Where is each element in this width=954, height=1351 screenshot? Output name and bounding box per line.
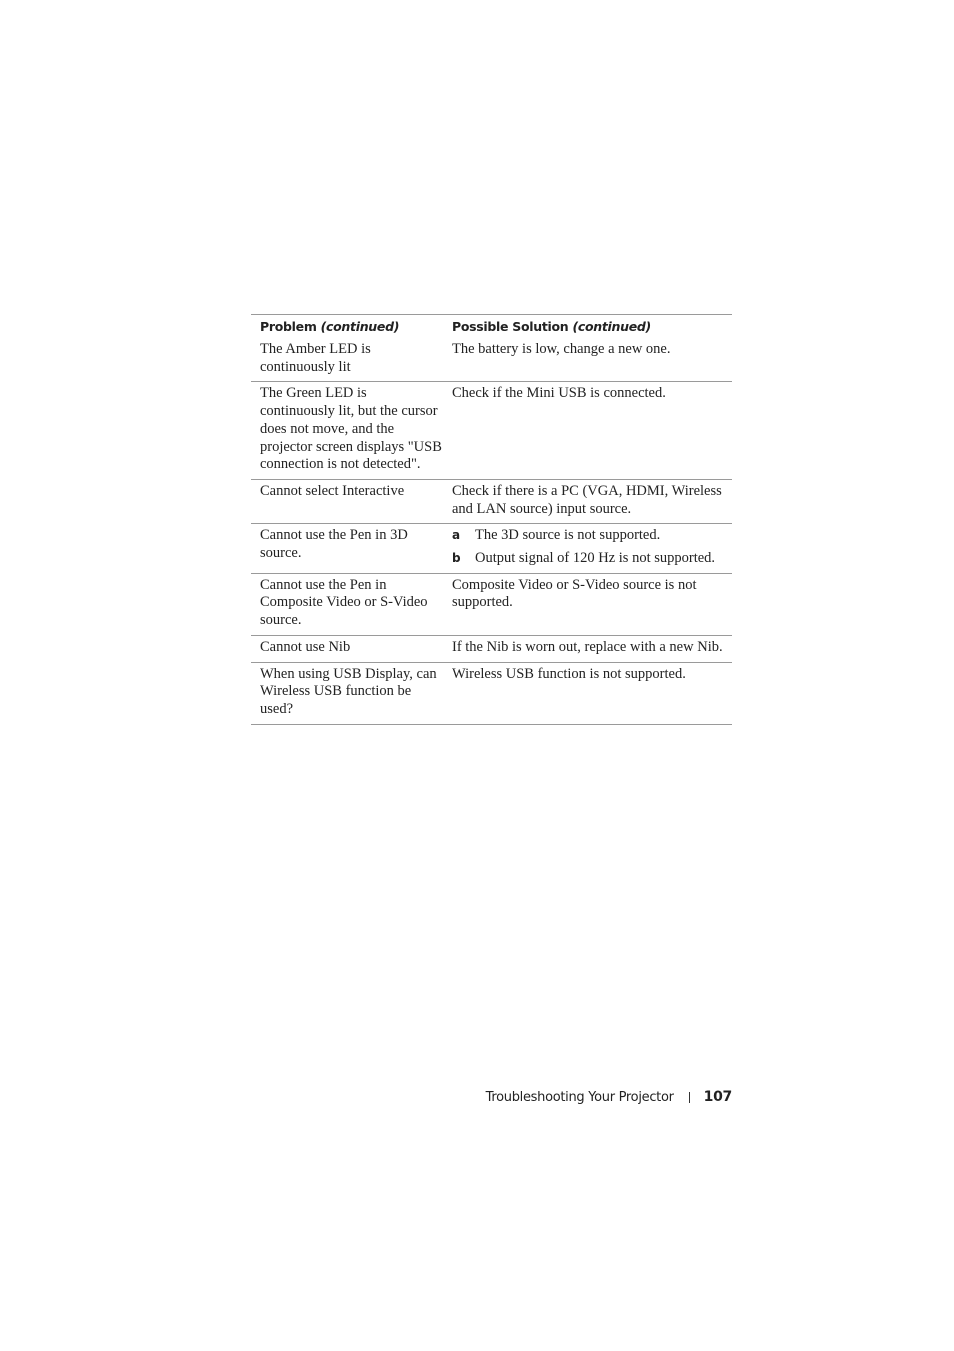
page-footer	[486, 1089, 732, 1105]
table-row	[251, 338, 732, 382]
problem-cell: Cannot use the Pen in Composite Video or S-Video source.	[260, 576, 428, 629]
solution-item	[452, 527, 730, 545]
solution-cell: The battery is low, change a new one.	[452, 341, 671, 357]
footer-section-title: Troubleshooting Your Projector	[485, 1089, 674, 1105]
problem-cell: The Green LED is continuously lit, but the cursor does not move, and the projector screen displays "USB connection is not detected".	[260, 385, 442, 473]
header-problem: Problem (continued)	[260, 319, 400, 334]
table-row	[251, 480, 732, 524]
solution-item	[452, 550, 730, 568]
solution-cell: If the Nib is worn out, replace with a new Nib.	[452, 638, 723, 655]
problem-cell: Cannot use the Pen in 3D source.	[260, 527, 408, 562]
header-solution: Possible Solution (continued)	[452, 319, 651, 334]
solution-cell	[443, 524, 732, 572]
item-text: Output signal of 120 Hz is not supported.	[475, 550, 716, 567]
table-row	[251, 382, 732, 480]
footer-divider	[689, 1092, 690, 1103]
problem-cell: Cannot select Interactive	[260, 482, 405, 499]
item-text: The 3D source is not supported.	[475, 527, 661, 544]
troubleshooting-table	[251, 314, 732, 725]
solution-cell: Composite Video or S-Video source is not supported.	[452, 576, 697, 611]
table-row	[251, 524, 732, 573]
table-row	[251, 636, 732, 663]
item-label: b	[452, 551, 461, 566]
problem-cell: The Amber LED is continuously lit	[260, 341, 371, 375]
table-header	[251, 315, 732, 338]
table-row	[251, 663, 732, 725]
solution-cell: Check if there is a PC (VGA, HDMI, Wireless and LAN source) input source.	[452, 482, 722, 517]
solution-cell: Wireless USB function is not supported.	[452, 665, 686, 682]
problem-cell: When using USB Display, can Wireless USB function be used?	[260, 665, 437, 717]
page-number: 107	[703, 1089, 732, 1105]
table-row	[251, 574, 732, 636]
problem-cell: Cannot use Nib	[260, 638, 351, 655]
item-label: a	[452, 528, 461, 543]
solution-cell: Check if the Mini USB is connected.	[452, 385, 666, 402]
